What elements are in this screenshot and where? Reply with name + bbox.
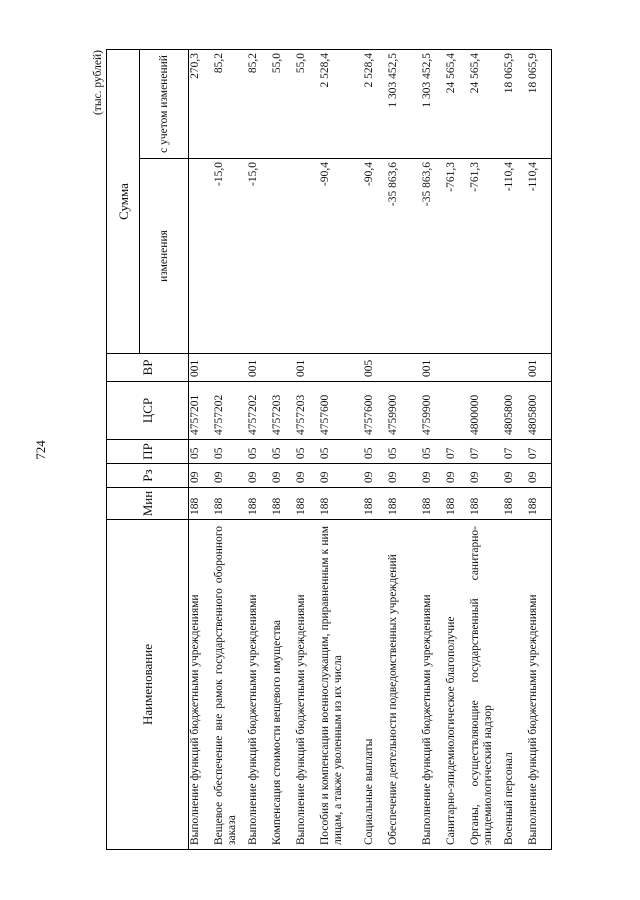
cell-csr: 4757202	[213, 382, 247, 440]
cell-min: 188	[387, 488, 421, 520]
cell-vr	[387, 354, 421, 382]
cell-total: 85,2	[213, 50, 247, 159]
cell-change: -35 863,6	[421, 159, 445, 354]
cell-pr: 05	[213, 440, 247, 464]
cell-min: 188	[295, 488, 319, 520]
cell-change: -110,4	[527, 159, 552, 354]
cell-pr: 07	[503, 440, 527, 464]
header-rz: Рз	[107, 464, 189, 488]
cell-rz: 09	[271, 464, 295, 488]
table-row	[445, 50, 469, 850]
cell-pr: 05	[387, 440, 421, 464]
table-body	[189, 50, 552, 850]
cell-min: 188	[189, 488, 214, 520]
cell-total: 270,3	[189, 50, 214, 159]
cell-rz: 09	[363, 464, 387, 488]
cell-change	[295, 159, 319, 354]
cell-rz: 09	[189, 464, 214, 488]
cell-change: -35 863,6	[387, 159, 421, 354]
cell-pr: 05	[421, 440, 445, 464]
cell-rz: 09	[295, 464, 319, 488]
cell-name: Обеспечение деятельности подведомственных учреждений	[387, 520, 421, 850]
cell-rz: 09	[469, 464, 503, 488]
cell-csr: 4757203	[295, 382, 319, 440]
rotated-page-content	[88, 50, 604, 850]
cell-min: 188	[213, 488, 247, 520]
cell-change: -90,4	[363, 159, 387, 354]
cell-name: Компенсация стоимости вещевого имущества	[271, 520, 295, 850]
header-sum: Сумма	[107, 50, 140, 354]
cell-vr: 001	[421, 354, 445, 382]
header-change: изменения	[140, 159, 189, 354]
cell-name: Военный персонал	[503, 520, 527, 850]
cell-name: Выполнение функций бюджетными учреждениями	[527, 520, 552, 850]
cell-name: Пособия и компенсации военнослужащим, приравненным к ним лицам, а также уволенным из их числа	[319, 520, 363, 850]
cell-csr: 4759900	[421, 382, 445, 440]
table-row	[387, 50, 421, 850]
cell-csr: 4805800	[527, 382, 552, 440]
cell-name: Выполнение функций бюджетными учреждениями	[421, 520, 445, 850]
header-min: Мин	[107, 488, 189, 520]
cell-change: -90,4	[319, 159, 363, 354]
cell-csr: 4757201	[189, 382, 214, 440]
cell-name: Санитарно-эпидемиологическое благополучие	[445, 520, 469, 850]
cell-rz: 09	[527, 464, 552, 488]
cell-total: 55,0	[295, 50, 319, 159]
cell-min: 188	[469, 488, 503, 520]
header-with-changes: с учетом изменений	[140, 50, 189, 159]
table-row	[247, 50, 271, 850]
cell-min: 188	[363, 488, 387, 520]
cell-csr: 4759900	[387, 382, 421, 440]
table-row	[527, 50, 552, 850]
header-name: Наименование	[107, 520, 189, 850]
cell-vr: 001	[189, 354, 214, 382]
cell-pr: 05	[271, 440, 295, 464]
table-row	[363, 50, 387, 850]
cell-total: 24 565,4	[445, 50, 469, 159]
cell-vr: 005	[363, 354, 387, 382]
cell-vr: 001	[527, 354, 552, 382]
cell-vr	[503, 354, 527, 382]
cell-pr: 05	[363, 440, 387, 464]
table-row	[295, 50, 319, 850]
table-row	[213, 50, 247, 850]
cell-min: 188	[247, 488, 271, 520]
cell-min: 188	[445, 488, 469, 520]
cell-rz: 09	[421, 464, 445, 488]
cell-change: -761,3	[445, 159, 469, 354]
cell-change: -15,0	[213, 159, 247, 354]
cell-name: Выполнение функций бюджетными учреждениями	[247, 520, 271, 850]
cell-change: -110,4	[503, 159, 527, 354]
cell-total: 1 303 452,5	[421, 50, 445, 159]
cell-vr: 001	[295, 354, 319, 382]
table-row	[469, 50, 503, 850]
cell-total: 2 528,4	[363, 50, 387, 159]
cell-rz: 09	[247, 464, 271, 488]
cell-change: -15,0	[247, 159, 271, 354]
cell-name: Социальные выплаты	[363, 520, 387, 850]
cell-total: 2 528,4	[319, 50, 363, 159]
cell-pr: 05	[189, 440, 214, 464]
cell-pr: 05	[295, 440, 319, 464]
cell-change	[189, 159, 214, 354]
cell-name: Органы, осуществляющие государственный санитарно-эпидемиологический надзор	[469, 520, 503, 850]
cell-rz: 09	[387, 464, 421, 488]
cell-rz: 09	[213, 464, 247, 488]
table-row	[503, 50, 527, 850]
cell-csr: 4805800	[503, 382, 527, 440]
cell-total: 1 303 452,5	[387, 50, 421, 159]
table-row	[189, 50, 214, 850]
cell-change	[271, 159, 295, 354]
cell-total: 55,0	[271, 50, 295, 159]
cell-vr: 001	[247, 354, 271, 382]
cell-min: 188	[503, 488, 527, 520]
cell-pr: 07	[469, 440, 503, 464]
cell-csr: 4757600	[319, 382, 363, 440]
cell-pr: 05	[319, 440, 363, 464]
cell-csr: 4757203	[271, 382, 295, 440]
budget-table	[106, 49, 552, 850]
cell-total: 18 065,9	[527, 50, 552, 159]
page-number: 724	[33, 440, 48, 460]
cell-pr: 07	[445, 440, 469, 464]
table-row	[319, 50, 363, 850]
cell-csr: 4757600	[363, 382, 387, 440]
header-csr: ЦСР	[107, 382, 189, 440]
cell-min: 188	[421, 488, 445, 520]
cell-pr: 07	[527, 440, 552, 464]
cell-name: Выполнение функций бюджетными учреждениями	[189, 520, 214, 850]
cell-min: 188	[271, 488, 295, 520]
cell-csr	[445, 382, 469, 440]
cell-pr: 05	[247, 440, 271, 464]
table-row	[271, 50, 295, 850]
cell-csr: 4800000	[469, 382, 503, 440]
cell-name: Вещевое обеспечение вне рамок государственного оборонного заказа	[213, 520, 247, 850]
cell-rz: 09	[503, 464, 527, 488]
cell-vr	[271, 354, 295, 382]
header-vr: ВР	[107, 354, 189, 382]
cell-vr	[469, 354, 503, 382]
cell-min: 188	[527, 488, 552, 520]
cell-min: 188	[319, 488, 363, 520]
table-row	[421, 50, 445, 850]
cell-vr	[445, 354, 469, 382]
cell-rz: 09	[319, 464, 363, 488]
unit-note: (тыс. рублей)	[92, 50, 104, 116]
cell-total: 18 065,9	[503, 50, 527, 159]
cell-vr	[319, 354, 363, 382]
cell-csr: 4757202	[247, 382, 271, 440]
cell-change: -761,3	[469, 159, 503, 354]
cell-total: 85,2	[247, 50, 271, 159]
header-pr: ПР	[107, 440, 189, 464]
cell-name: Выполнение функций бюджетными учреждениями	[295, 520, 319, 850]
cell-rz: 09	[445, 464, 469, 488]
cell-vr	[213, 354, 247, 382]
cell-total: 24 565,4	[469, 50, 503, 159]
